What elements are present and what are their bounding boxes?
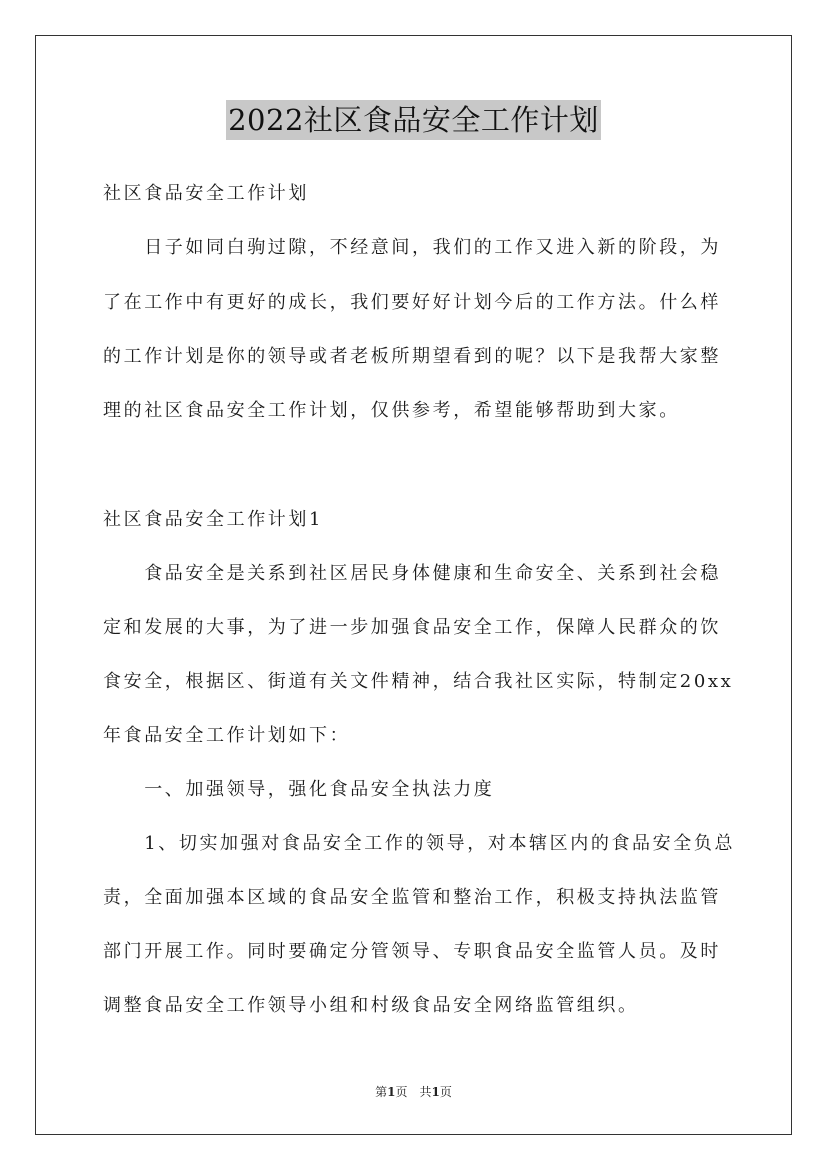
paragraph-line: 定和发展的大事，为了进一步加强食品安全工作，保障人民群众的饮 bbox=[103, 617, 721, 638]
section-heading: 社区食品安全工作计划 bbox=[103, 183, 309, 204]
paragraph-line: 食安全，根据区、街道有关文件精神，结合我社区实际，特制定20xx bbox=[103, 671, 734, 692]
page-number: 1 bbox=[387, 1085, 396, 1099]
paragraph-line: 部门开展工作。同时要确定分管领导、专职食品安全监管人员。及时 bbox=[103, 941, 721, 962]
paragraph-line: 理的社区食品安全工作计划，仅供参考，希望能够帮助到大家。 bbox=[103, 400, 680, 421]
page-prefix: 第 bbox=[375, 1085, 388, 1099]
page-total: 1 bbox=[431, 1085, 440, 1099]
page-footer bbox=[0, 1083, 827, 1100]
title-container bbox=[0, 100, 827, 140]
paragraph-line: 调整食品安全工作领导小组和村级食品安全网络监管组织。 bbox=[103, 995, 639, 1016]
paragraph-line: 1、切实加强对食品安全工作的领导，对本辖区内的食品安全负总 bbox=[103, 833, 736, 854]
paragraph-line: 日子如同白驹过隙，不经意间，我们的工作又进入新的阶段，为 bbox=[103, 237, 721, 258]
paragraph-line: 了在工作中有更好的成长，我们要好好计划今后的工作方法。什么样 bbox=[103, 292, 721, 313]
section-heading: 社区食品安全工作计划1 bbox=[103, 509, 324, 530]
paragraph-line: 的工作计划是你的领导或者老板所期望看到的呢？以下是我帮大家整 bbox=[103, 346, 721, 367]
subsection-heading: 一、加强领导，强化食品安全执法力度 bbox=[103, 779, 495, 800]
page-suffix: 页 bbox=[439, 1085, 452, 1099]
paragraph-line: 年食品安全工作计划如下： bbox=[103, 725, 351, 746]
paragraph-line: 责，全面加强本区域的食品安全监管和整治工作，积极支持执法监管 bbox=[103, 887, 721, 908]
paragraph-line: 食品安全是关系到社区居民身体健康和生命安全、关系到社会稳 bbox=[103, 563, 721, 584]
document-title: 2022社区食品安全工作计划 bbox=[226, 100, 601, 140]
page-mid: 页 共 bbox=[395, 1085, 432, 1099]
